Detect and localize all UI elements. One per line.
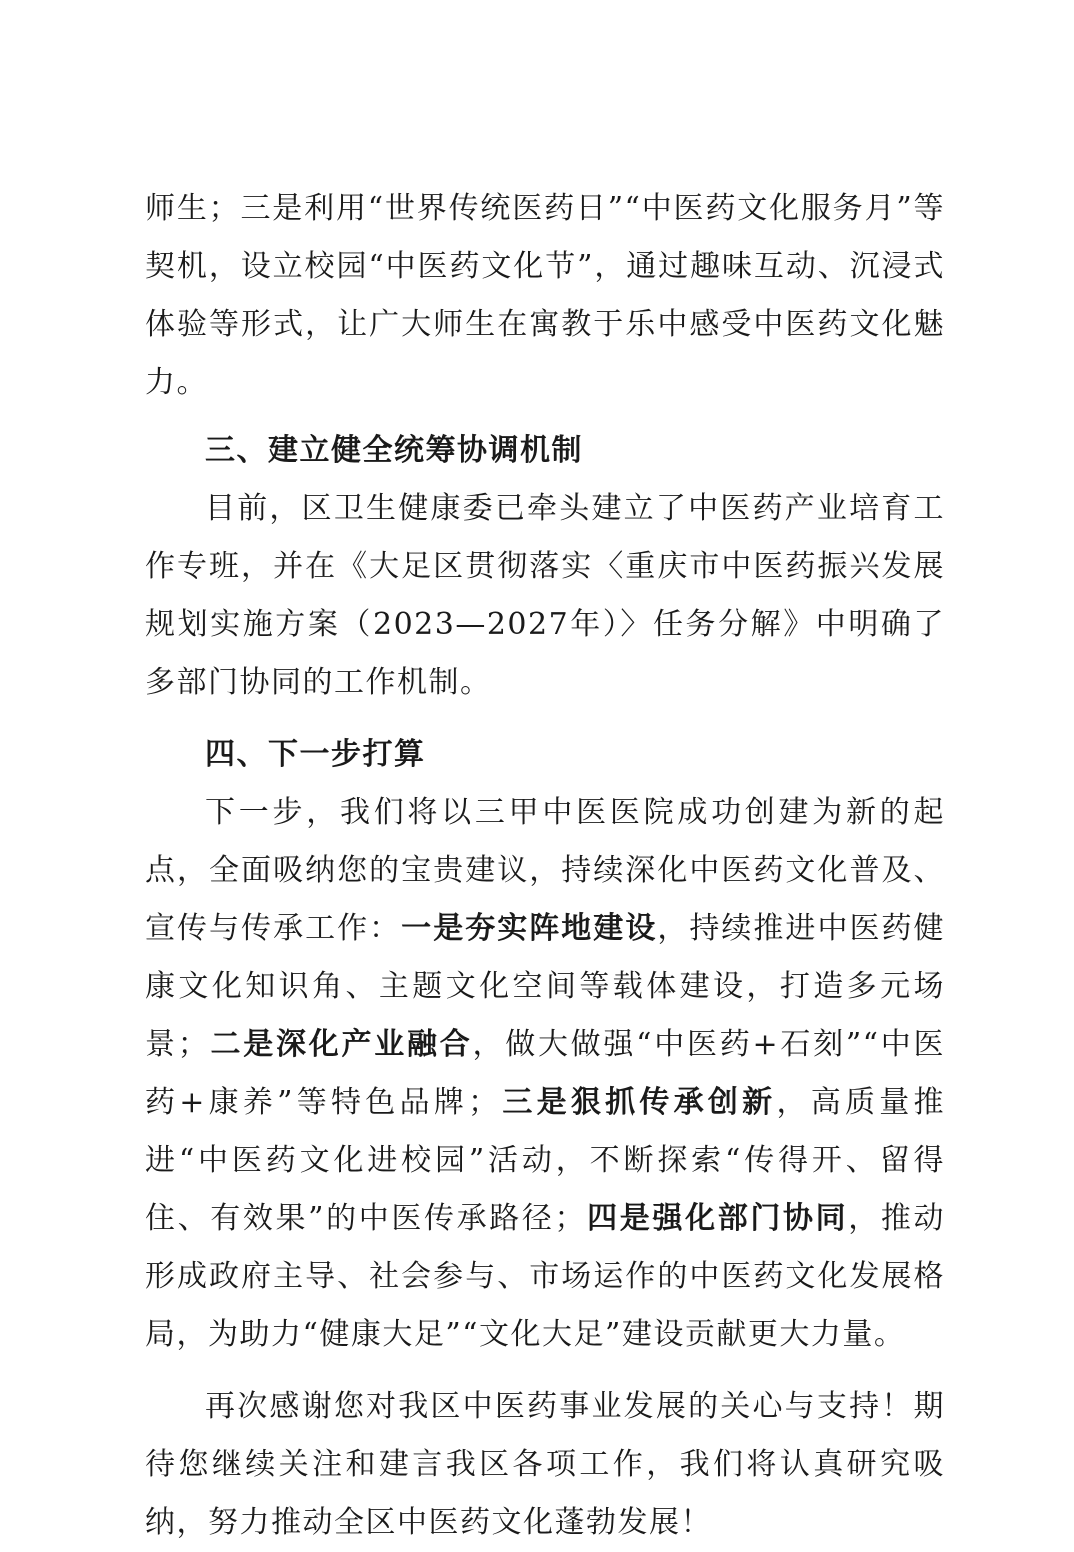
paragraph-campus-activities: 师生；三是利用“世界传统医药日”“中医药文化服务月”等契机，设立校园“中医药文化节”，通过趣味互动、沉浸式体验等形式，让广大师生在寓教于乐中感受中医药文化魅力。 <box>145 191 945 400</box>
point-2-text: ，做大做强“中医药+石刻”“中医药+康养”等特色品牌； <box>145 1027 946 1120</box>
paragraph-closing: 再次感谢您对我区中医药事业发展的关心与支持！期待您继续关注和建言我区各项工作，我们将认真研究吸纳，努力推动全区中医药文化蓬勃发展！ <box>145 1389 945 1540</box>
point-4-title: 四是强化部门协同 <box>586 1201 849 1236</box>
section-heading-coordination: 三、建立健全统筹协调机制 <box>205 433 583 468</box>
section-heading-next-steps: 四、下一步打算 <box>205 737 426 772</box>
point-4-text: ，推动形成政府主导、社会参与、市场运作的中医药文化发展格局，为助力“健康大足”“文化大足”建设贡献更大力量。 <box>145 1201 945 1352</box>
next-steps-intro: 下一步，我们将以三甲中医医院成功创建为新的起点，全面吸纳您的宝贵建议，持续深化中医药文化普及、宣传与传承工作： <box>145 795 945 946</box>
point-2-title: 二是深化产业融合 <box>209 1027 473 1062</box>
document-page <box>145 180 945 1552</box>
point-3-text: ，高质量推进“中医药文化进校园”活动，不断探索“传得开、留得住、有效果”的中医传承路径； <box>145 1085 945 1236</box>
paragraph-coordination: 目前，区卫生健康委已牵头建立了中医药产业培育工作专班，并在《大足区贯彻落实〈重庆市中医药振兴发展规划实施方案（2023—2027年）〉任务分解》中明确了多部门协同的工作机制。 <box>145 491 945 700</box>
point-1-text: ，持续推进中医药健康文化知识角、主题文化空间等载体建设，打造多元场景； <box>145 911 946 1062</box>
point-1-title: 一是夯实阵地建设 <box>401 911 658 946</box>
paragraph-next-steps <box>145 784 945 1364</box>
point-3-title: 三是狠抓传承创新 <box>499 1085 777 1120</box>
